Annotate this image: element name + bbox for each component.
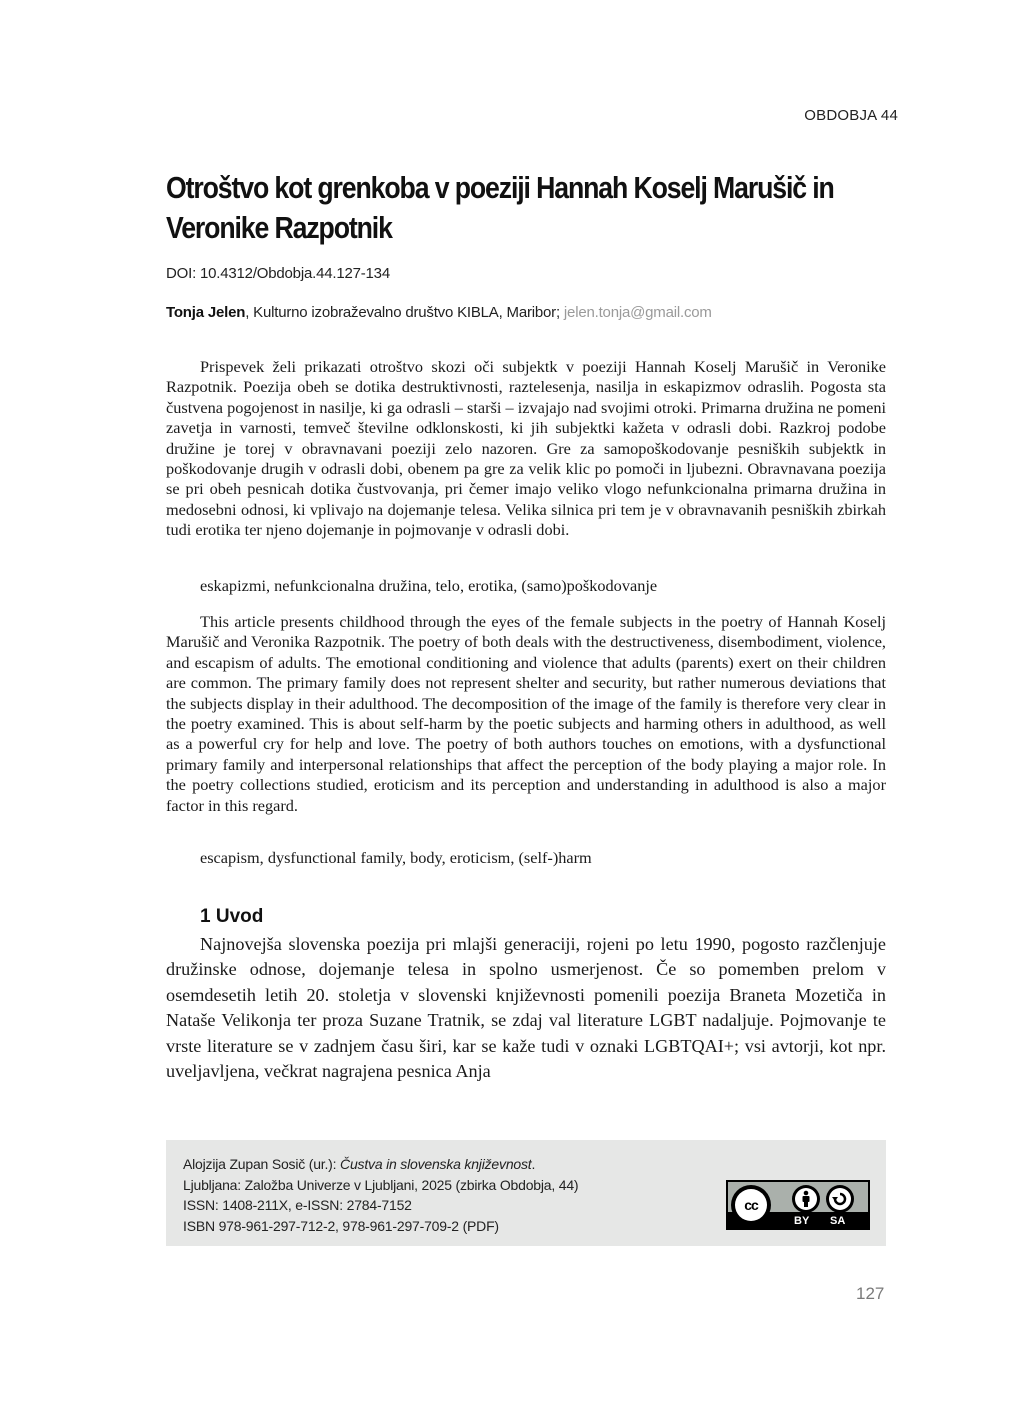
author-email[interactable]: jelen.tonja@gmail.com [563,304,712,321]
editor: Alojzija Zupan Sosič (ur.): [183,1156,341,1172]
section-body [166,932,886,1084]
cc-by-sa-license-badge[interactable] [726,1180,870,1230]
share-alike-svg [829,1188,851,1210]
book-title: Čustva in slovenska književnost [340,1156,532,1172]
citation-line [183,1154,578,1175]
issn-line: ISSN: 1408-211X, e-ISSN: 2784-7152 [183,1197,412,1213]
person-svg [795,1188,817,1210]
book-title-end: . [531,1156,536,1172]
running-head: OBDOBJA 44 [804,107,898,124]
author-line [166,304,712,321]
sa-label: SA [830,1215,846,1227]
share-alike-glyph [829,1188,851,1210]
attribution-person-icon [792,1185,820,1213]
keywords-english: escapism, dysfunctional family, body, eroticism, (self-)harm [200,848,592,867]
abstract-slovene-text: Prispevek želi prikazati otroštvo skozi oči subjektk v poeziji Hannah Koselj Marušič in Veronike Razpotnik. Poezija obeh se dotika destruktivnosti, raztelesenja, nasilja in eskapizmov odraslih. Pogosta sta čustvena pogojenost in nasilje, ki ga odrasli – starši – izvajajo nad svojimi otroki. Primarna družina ne pomeni zavetja in varnosti, temveč številne odklonskosti, ki jih subjektki kažeta v odrasli dobi. Razkroj podobe družine je torej v obravnavani poeziji zelo nazoren. Gre za samopoškodovanje pesniških subjektk in poškodovanje drugih v odrasli dobi, obenem pa gre za velik klic po pomoči in ljubezni. Obravnavana poezija se pri obeh pesnicah dotika čustvovanja, pri čemer imajo veliko vlogo nefunkcionalna primarna družina in medosebni odnosi, ki vplivajo na dojemanje telesa. Velika silnica pri tem je v obravnavanih pesniških zbirkah tudi erotika ter njeno dojemanje in pojmovanje v odrasli dobi. [166,357,886,540]
publication-info [183,1154,578,1236]
isbn-line: ISBN 978-961-297-712-2, 978-961-297-709-2 (PDF) [183,1217,499,1234]
section-heading: 1 Uvod [200,906,264,927]
person-glyph [795,1188,817,1210]
article-title: Otroštvo kot grenkoba v poeziji Hannah Koselj Marušič in Veronike Razpotnik [166,170,834,245]
cc-icon [731,1185,771,1225]
by-label: BY [794,1215,810,1227]
section-body-text: Najnovejša slovenska poezija pri mlajši generaciji, rojeni po letu 1990, pogosto razčlenjuje družinske odnose, dojemanje telesa in spolno usmerjenost. Če so pomemben prelom v osemdesetih letih 20. stoletja v slovenski književnosti pomenili poezija Braneta Mozetiča in Nataše Velikonja ter proza Suzane Tratnik, se zdaj val literature LGBT nadaljuje. Pojmovanje te vrste literature se v zadnjem času širi, kar se kaže tudi v oznaki LGBTQAI+; vsi avtorji, kot npr. uveljavljena, večkrat nagrajena pesnica Anja [166,934,886,1082]
abstract-english-text: This article presents childhood through the eyes of the female subjects in the poetry of Hannah Koselj Marušič and Veronika Razpotnik. The poetry of both deals with the destructiveness, disembodiment, violence, and escapism of adults. The emotional conditioning and violence that adults (parents) exert on their children are common. The primary family does not represent shelter and security, but rather numerous deviations that the subjects display in their adulthood. The decomposition of the image of the family is therefore very clear in the poetry examined. This is about self-harm by the poetic subjects and harming others in adulthood, as well as a powerful cry for help and love. The poetry of both authors touches on emotions, with a dysfunctional primary family and interpersonal relationships that affect the perception of the body playing a major role. In the poetry collections studied, eroticism and its perception and understanding in adulthood is also a major factor in this regard. [166,612,886,815]
doi: DOI: 10.4312/Obdobja.44.127-134 [166,265,390,282]
page-number: 127 [856,1284,885,1303]
cc-icon-label: cc [735,1189,767,1221]
publisher-line: Ljubljana: Založba Univerze v Ljubljani, 2025 (zbirka Obdobja, 44) [183,1176,579,1193]
publication-info-box [166,1140,886,1246]
keywords-slovene: eskapizmi, nefunkcionalna družina, telo, erotika, (samo)poškodovanje [200,576,658,595]
author-name: Tonja Jelen [166,304,246,321]
abstract-english [166,612,886,816]
author-affiliation: , Kulturno izobraževalno društvo KIBLA, Maribor; [245,304,564,321]
share-alike-icon [826,1185,854,1213]
abstract-slovene [166,357,886,541]
